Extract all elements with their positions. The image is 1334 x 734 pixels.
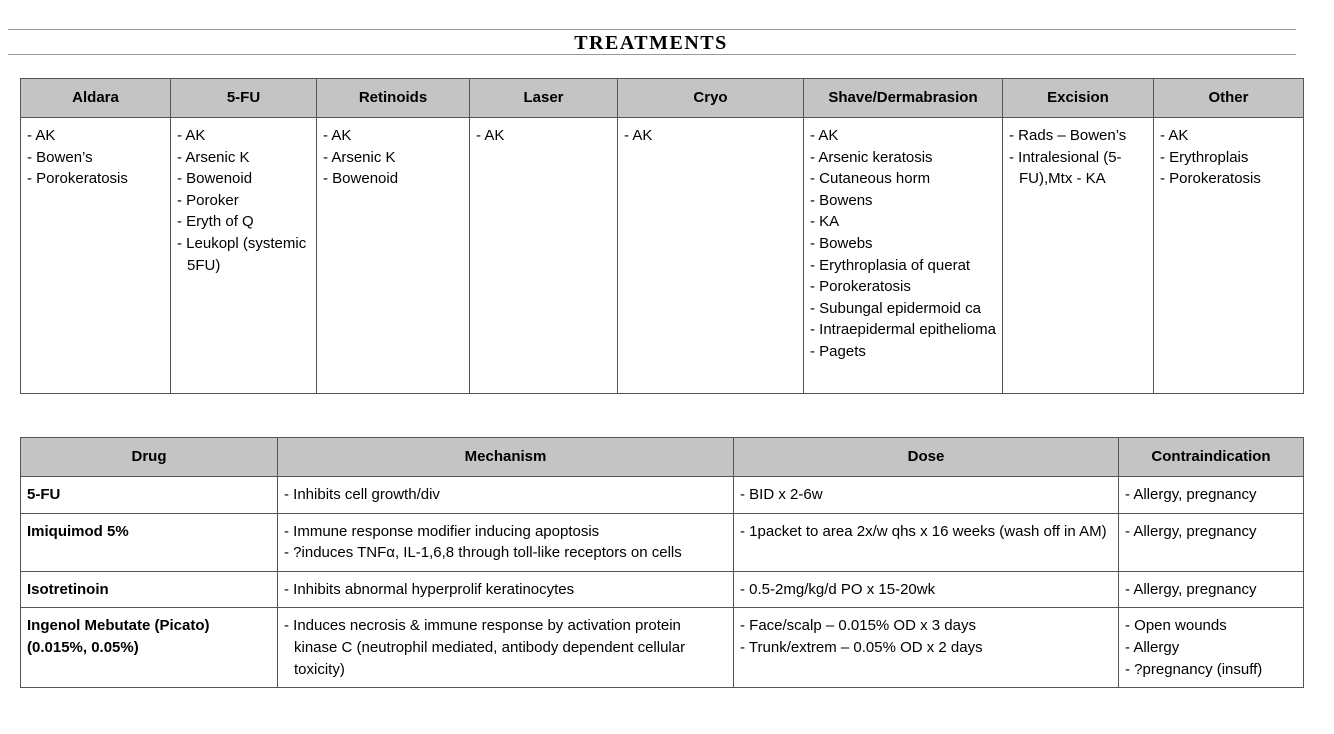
list-item: - Arsenic K — [323, 147, 463, 169]
list-item: - Bowen’s — [27, 147, 164, 169]
treatment-cell — [317, 118, 470, 394]
column-header: Aldara — [21, 79, 171, 118]
drug-name-line: Ingenol Mebutate (Picato) — [27, 617, 210, 635]
contraindication-cell — [1119, 608, 1304, 688]
contraindication-cell — [1119, 513, 1304, 571]
bullet-list — [1125, 615, 1297, 680]
list-item: - Porokeratosis — [27, 168, 164, 190]
list-item: - Bowenoid — [323, 168, 463, 190]
indication-list — [1160, 125, 1297, 190]
indication-list — [323, 125, 463, 190]
treatment-cell — [804, 118, 1003, 394]
drug-name-line: (0.015%, 0.05%) — [27, 638, 139, 656]
list-item: - 0.5-2mg/kg/d PO x 15-20wk — [740, 579, 1112, 601]
list-item: - Poroker — [177, 190, 310, 212]
column-header: Excision — [1003, 79, 1154, 118]
list-item: - BID x 2-6w — [740, 484, 1112, 506]
list-item: - Inhibits abnormal hyperprolif keratinocytes — [284, 579, 727, 601]
treatment-cell — [1154, 118, 1304, 394]
drug-name-line: Imiquimod 5% — [27, 522, 129, 540]
contraindication-cell — [1119, 571, 1304, 608]
list-item: - AK — [27, 125, 164, 147]
list-item: - AK — [177, 125, 310, 147]
treatment-cell — [1003, 118, 1154, 394]
list-item: - Eryth of Q — [177, 211, 310, 233]
indication-list — [177, 125, 310, 276]
list-item: - AK — [1160, 125, 1297, 147]
column-header: Cryo — [618, 79, 804, 118]
table-row — [21, 571, 1304, 608]
title-bottom-rule — [8, 54, 1296, 55]
drug-name-cell — [21, 513, 278, 571]
indication-list — [476, 125, 611, 147]
list-item: - Intralesional (5-FU),Mtx - KA — [1009, 147, 1147, 190]
column-header: Laser — [470, 79, 618, 118]
mechanism-cell — [278, 477, 734, 514]
list-item: - Intraepidermal epithelioma — [810, 319, 996, 341]
column-header: Contraindication — [1119, 438, 1304, 477]
list-item: - Rads – Bowen’s — [1009, 125, 1147, 147]
treatment-cell — [21, 118, 171, 394]
indication-list — [810, 125, 996, 363]
list-item: - AK — [810, 125, 996, 147]
list-item: - Pagets — [810, 341, 996, 363]
list-item: - Cutaneous horm — [810, 168, 996, 190]
bullet-list — [740, 579, 1112, 601]
dose-cell — [734, 608, 1119, 688]
list-item: - Bowebs — [810, 233, 996, 255]
list-item: - Face/scalp – 0.015% OD x 3 days — [740, 615, 1112, 637]
list-item: - Allergy, pregnancy — [1125, 579, 1297, 601]
list-item: - ?pregnancy (insuff) — [1125, 659, 1297, 681]
treatments-header-row — [21, 79, 1304, 118]
indication-list — [1009, 125, 1147, 190]
list-item: - Arsenic K — [177, 147, 310, 169]
drug-name-cell — [21, 571, 278, 608]
list-item: - Bowens — [810, 190, 996, 212]
indication-list — [624, 125, 797, 147]
indication-list — [27, 125, 164, 190]
bullet-list — [284, 484, 727, 506]
mechanism-cell — [278, 571, 734, 608]
drug-name-cell — [21, 477, 278, 514]
mechanism-cell — [278, 608, 734, 688]
bullet-list — [740, 484, 1112, 506]
list-item: - KA — [810, 211, 996, 233]
list-item: - Porokeratosis — [1160, 168, 1297, 190]
column-header: Shave/Dermabrasion — [804, 79, 1003, 118]
dose-cell — [734, 571, 1119, 608]
treatment-cell — [171, 118, 317, 394]
list-item: - Subungal epidermoid ca — [810, 298, 996, 320]
list-item: - Erythroplais — [1160, 147, 1297, 169]
treatments-indication-row — [21, 118, 1304, 394]
drug-name-cell — [21, 608, 278, 688]
mechanism-cell — [278, 513, 734, 571]
list-item: - Open wounds — [1125, 615, 1297, 637]
treatment-cell — [470, 118, 618, 394]
list-item: - AK — [624, 125, 797, 147]
bullet-list — [284, 615, 727, 680]
treatment-cell — [618, 118, 804, 394]
drugs-header-row — [21, 438, 1304, 477]
column-header: Mechanism — [278, 438, 734, 477]
column-header: 5-FU — [171, 79, 317, 118]
table-row — [21, 513, 1304, 571]
list-item: - Allergy — [1125, 637, 1297, 659]
dose-cell — [734, 477, 1119, 514]
list-item: - Inhibits cell growth/div — [284, 484, 727, 506]
list-item: - Erythroplasia of querat — [810, 255, 996, 277]
table-row — [21, 477, 1304, 514]
drug-name-line: Isotretinoin — [27, 580, 109, 598]
bullet-list — [1125, 521, 1297, 543]
list-item: - Bowenoid — [177, 168, 310, 190]
list-item: - Trunk/extrem – 0.05% OD x 2 days — [740, 637, 1112, 659]
dose-cell — [734, 513, 1119, 571]
column-header: Other — [1154, 79, 1304, 118]
list-item: - ?induces TNFα, IL-1,6,8 through toll-like receptors on cells — [284, 542, 727, 564]
drugs-table — [20, 437, 1304, 688]
column-header: Dose — [734, 438, 1119, 477]
bullet-list — [740, 615, 1112, 658]
column-header: Retinoids — [317, 79, 470, 118]
bullet-list — [740, 521, 1112, 543]
title-top-rule — [8, 29, 1296, 30]
list-item: - Porokeratosis — [810, 276, 996, 298]
list-item: - Induces necrosis & immune response by activation protein kinase C (neutrophil mediated, antibody dependent cellular toxicity) — [284, 615, 727, 680]
list-item: - Allergy, pregnancy — [1125, 484, 1297, 506]
column-header: Drug — [21, 438, 278, 477]
list-item: - AK — [323, 125, 463, 147]
bullet-list — [284, 579, 727, 601]
list-item: - Allergy, pregnancy — [1125, 521, 1297, 543]
bullet-list — [1125, 484, 1297, 506]
contraindication-cell — [1119, 477, 1304, 514]
list-item: - Arsenic keratosis — [810, 147, 996, 169]
bullet-list — [284, 521, 727, 564]
treatments-table — [20, 78, 1304, 394]
list-item: - AK — [476, 125, 611, 147]
page-title: TREATMENTS — [574, 32, 728, 54]
list-item: - 1packet to area 2x/w qhs x 16 weeks (wash off in AM) — [740, 521, 1112, 543]
table-row — [21, 608, 1304, 688]
list-item: - Leukopl (systemic 5FU) — [177, 233, 310, 276]
drug-name-line: 5-FU — [27, 486, 61, 503]
list-item: - Immune response modifier inducing apoptosis — [284, 521, 727, 543]
bullet-list — [1125, 579, 1297, 601]
